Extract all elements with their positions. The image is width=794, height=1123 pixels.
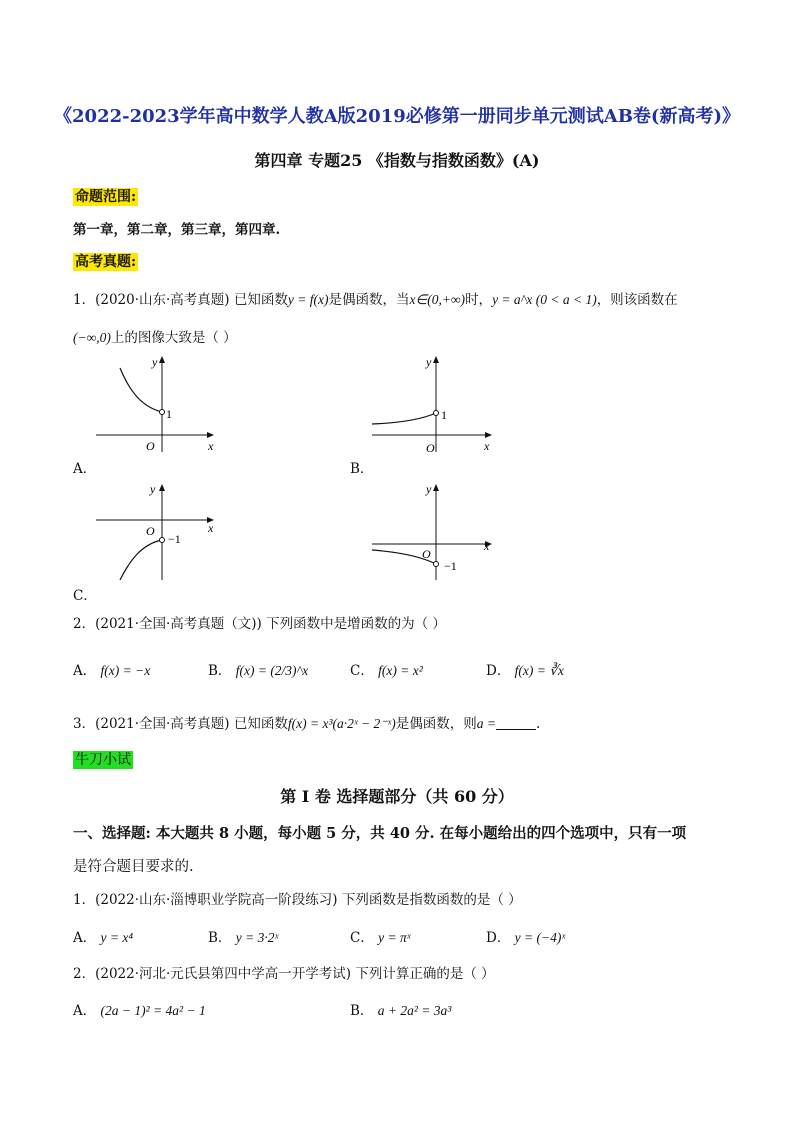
graph-d-x-label: x <box>484 539 490 553</box>
q2-option-a: A． f(x) = −x <box>73 663 151 679</box>
graph-c-origin: O <box>146 524 155 538</box>
graph-b-x-label: x <box>484 439 490 453</box>
q2-option-c: C． f(x) = x² <box>350 663 423 679</box>
graph-b-y-label: y <box>426 355 432 369</box>
q3-answer-blank[interactable] <box>496 717 536 730</box>
section-intro-line1: 一、选择题: 本大题共 8 小题，每小题 5 分，共 40 分. 在每小题给出的四个选项中，只有一项 <box>73 825 687 842</box>
p2-text: 2．(2022·河北·元氏县第四中学高一开学考试) 下列计算正确的是（ ） <box>73 966 495 982</box>
graph-b <box>368 352 498 457</box>
q1-option-b: B． <box>350 461 374 477</box>
q1-option-c: C． <box>73 588 97 604</box>
graph-a-one: 1 <box>166 407 172 421</box>
scope-label: 命题范围: <box>75 189 137 205</box>
graph-a-x-label: x <box>208 439 214 453</box>
graph-b-origin: O <box>426 441 435 455</box>
graph-a-origin: O <box>146 439 155 453</box>
graph-a <box>90 352 220 457</box>
trial-label: 牛刀小试 <box>75 752 131 768</box>
graph-d-y-label: y <box>426 482 432 496</box>
graph-d-neg-one: −1 <box>444 559 457 573</box>
gaokao-label: 高考真题: <box>75 254 137 270</box>
graph-c-y-label: y <box>150 482 156 496</box>
p1-option-c: C． y = πˣ <box>350 930 411 946</box>
graph-c-x-label: x <box>208 521 214 535</box>
graph-d-origin: O <box>422 547 431 561</box>
q1-line2: (−∞,0)上的图像大致是（ ） <box>73 330 237 346</box>
section-intro-line2: 是符合题目要求的. <box>73 859 194 875</box>
graph-a-y-label: y <box>152 355 158 369</box>
q1-option-a: A． <box>73 461 97 477</box>
q3-text: 3．(2021·全国·高考真题) 已知函数f(x) = x³(a·2ˣ − 2⁻ˣ)是偶函数，则a = . <box>73 716 541 732</box>
p1-option-b: B． y = 3·2ˣ <box>208 930 279 946</box>
q2-text: 2．(2021·全国·高考真题（文)) 下列函数中是增函数的为（ ） <box>73 616 446 632</box>
p1-option-d: D． y = (−4)ˣ <box>486 930 566 946</box>
p1-option-a: A． y = x⁴ <box>73 930 134 946</box>
q1-line1: 1．(2020·山东·高考真题) 已知函数y = f(x)是偶函数，当x∈(0,+∞)时，y = a^x (0 < a < 1)，则该函数在 <box>73 292 678 308</box>
document-title: 《2022-2023学年高中数学人教A版2019必修第一册同步单元测试AB卷(新高考)》 <box>54 106 740 127</box>
scope-content: 第一章，第二章，第三章，第四章. <box>73 222 281 238</box>
graph-c <box>90 480 220 585</box>
q2-option-d: D． f(x) = ∛x <box>486 663 564 679</box>
graph-c-neg-one: −1 <box>168 532 181 546</box>
p2-option-b: B． a + 2a² = 3a³ <box>350 1003 452 1019</box>
p2-option-a: A． (2a − 1)² = 4a² − 1 <box>73 1003 206 1019</box>
document-subtitle: 第四章 专题25 《指数与指数函数》(A) <box>254 151 540 170</box>
section-title: 第 I 卷 选择题部分（共 60 分） <box>280 787 514 806</box>
q2-option-b: B． f(x) = (2/3)^x <box>208 663 309 679</box>
p1-text: 1．(2022·山东·淄博职业学院高一阶段练习) 下列函数是指数函数的是（ ） <box>73 892 522 908</box>
graph-b-one: 1 <box>441 408 447 422</box>
graph-d <box>368 480 498 585</box>
